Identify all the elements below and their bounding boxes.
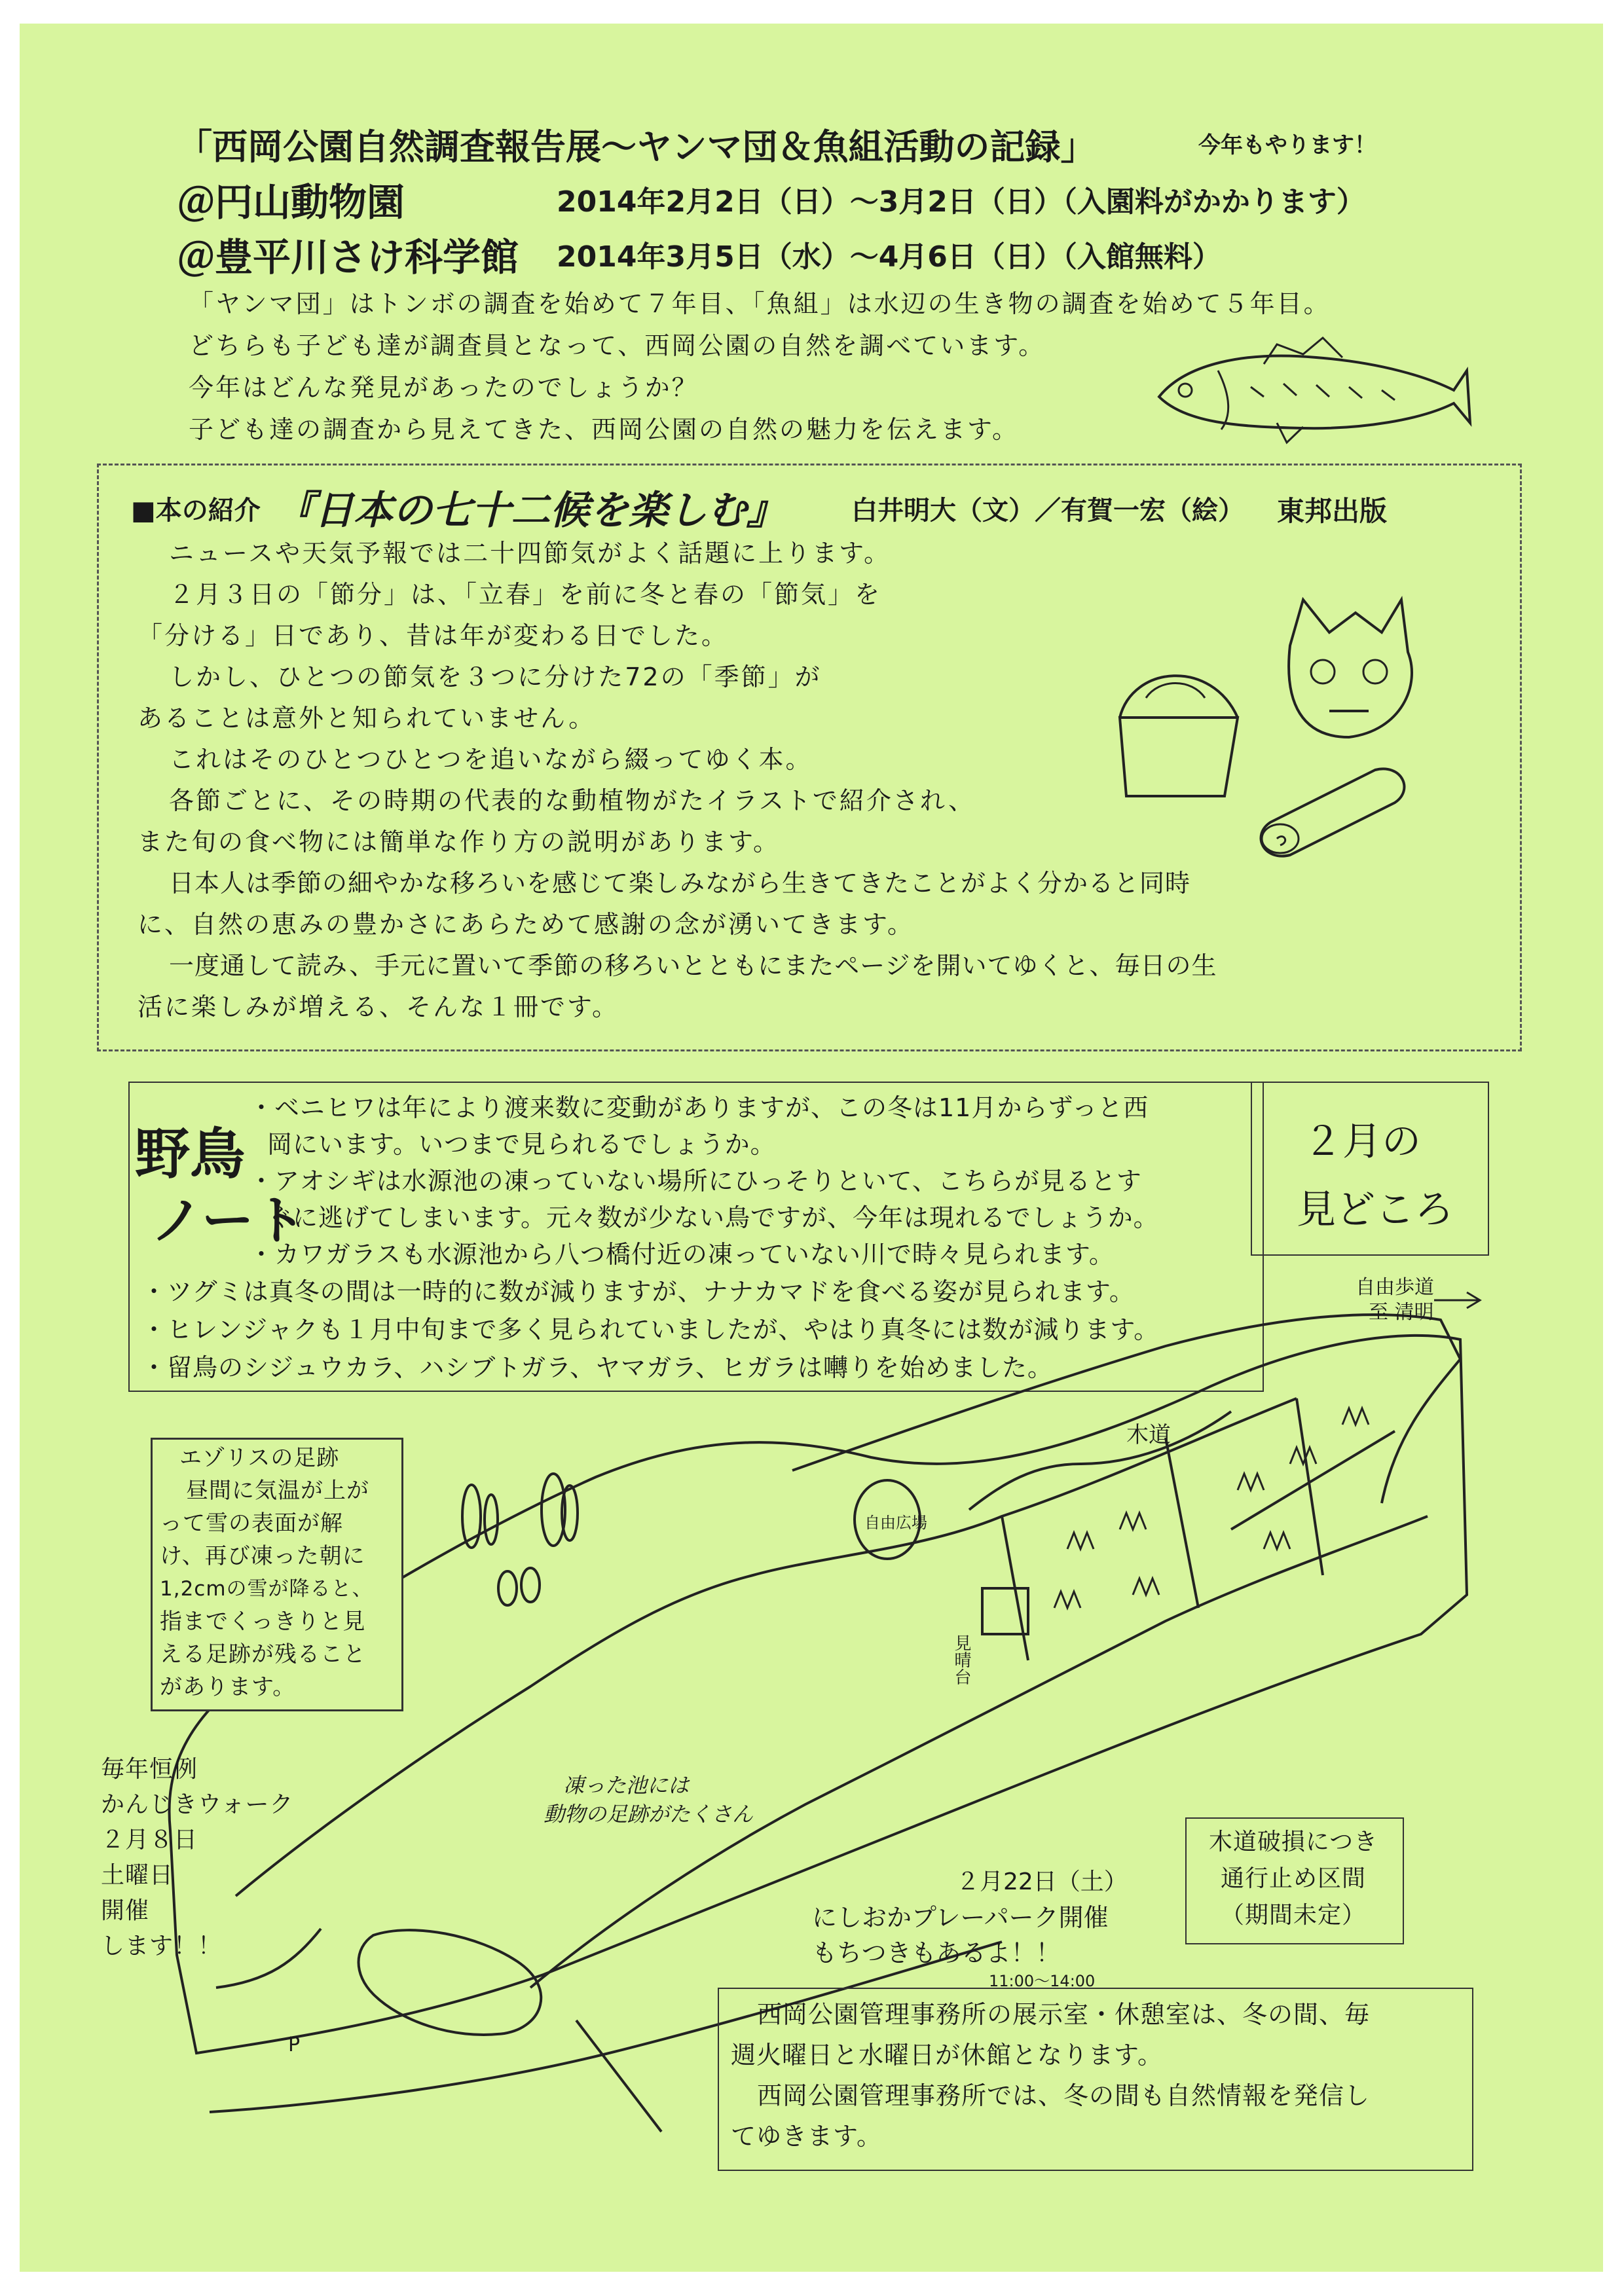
map-tower: 見晴台 — [951, 1634, 971, 1685]
birds-heading-1: 野鳥 — [135, 1122, 246, 1186]
book-line: に、自然の恵みの豊かさにあらためて感謝の念が湧いてきます。 — [138, 910, 914, 939]
closure-line: 木道破損につき — [1208, 1829, 1378, 1855]
exhibition-line: 今年はどんな発見があったのでしょうか？ — [189, 373, 699, 402]
exhibition-note: 今年もやります！ — [1198, 132, 1376, 158]
exhibition-line: 「ヤンマ団」はトンボの調査を始めて７年目、「魚組」は水辺の生き物の調査を始めて５年目。 — [189, 289, 1331, 318]
closure-line: 通行止め区間 — [1220, 1865, 1366, 1892]
ezorisu-line: 昼間に気温が上が — [186, 1478, 369, 1504]
exhibition-line: 子ども達の調査から見えてきた、西岡公園の自然の魅力を伝えます。 — [189, 415, 1019, 444]
book-title: 『日本の七十二候を楽しむ』 — [275, 488, 786, 534]
ezorisu-line: があります。 — [160, 1674, 296, 1700]
ezorisu-line: って雪の表面が解 — [160, 1510, 343, 1537]
exhibition-line: どちらも子ども達が調査員となって、西岡公園の自然を調べています。 — [189, 331, 1046, 360]
map-trail-note-1: 自由歩道 — [1356, 1276, 1434, 1299]
ezorisu-text — [160, 1442, 373, 1704]
book-line: 日本人は季節の細やかな移ろいを感じて楽しみながら生きてきたことがよく分かると同時 — [169, 869, 1191, 898]
birds-line: ・留鳥のシジュウカラ、ハシブトガラ、ヤマガラ、ヒガラは囀りを始めました。 — [141, 1353, 1054, 1382]
playpark-line-1: にしおかプレーパーク開催 — [812, 1903, 1109, 1932]
birds-line: ・ベニヒワは年により渡来数に変動がありますが、この冬は11月からずっと西 — [249, 1093, 1149, 1122]
map-pond-note-2: 動物の足跡がたくさん — [544, 1802, 754, 1827]
birds-line: ぐに逃げてしまいます。元々数が少ない鳥ですが、今年は現れるでしょうか。 — [267, 1203, 1159, 1232]
venue-2: ＠豊平川さけ科学館 — [177, 235, 519, 280]
map-pond-note-1: 凍った池には — [563, 1773, 690, 1798]
book-label: ■本の紹介 — [131, 496, 261, 526]
office-line: てゆきます。 — [731, 2122, 882, 2151]
book-line: あることは意外と知られていません。 — [138, 704, 596, 733]
book-line: これはそのひとつひとつを追いながら綴ってゆく本。 — [169, 745, 813, 774]
walk-line: 開催 — [101, 1897, 150, 1924]
map-trail-note-2: 至 清明 — [1369, 1301, 1434, 1324]
map-plaza: 自由広場 — [864, 1514, 927, 1532]
office-text — [731, 1994, 1370, 2157]
walk-line: 土曜日 — [101, 1862, 174, 1889]
ezorisu-title: エゾリスの足跡 — [179, 1445, 340, 1471]
birds-line: ・ツグミは真冬の間は一時的に数が減りますが、ナナカマドを食べる姿が見られます。 — [141, 1277, 1135, 1306]
ezorisu-line: け、再び凍った朝に — [160, 1543, 365, 1569]
ezorisu-line: える足跡が残ること — [160, 1641, 366, 1667]
birds-line: ・アオシギは水源池の凍っていない場所にひっそりといて、こちらが見るとす — [249, 1167, 1142, 1195]
highlights-line-2: 見どころ — [1297, 1187, 1454, 1233]
birds-heading-2: ノート — [151, 1190, 306, 1251]
walk-line: ２月８日 — [101, 1827, 198, 1853]
birds-line: ・ヒレンジャクも１月中旬まで多く見られていましたが、やはり真冬には数が減ります。 — [141, 1315, 1160, 1344]
birds-line: 岡にいます。いつまで見られるでしょうか。 — [267, 1130, 776, 1159]
walk-event — [101, 1752, 294, 1964]
exhibition-title: 「西岡公園自然調査報告展～ヤンマ団＆魚組活動の記録」 — [177, 126, 1096, 168]
ezorisu-line: 指までくっきりと見 — [160, 1609, 366, 1635]
book-publisher: 東邦出版 — [1277, 495, 1388, 527]
book-line: 各節ごとに、その時期の代表的な動植物がたイラストで紹介され、 — [169, 786, 976, 815]
office-line: 週火曜日と水曜日が休館となります。 — [731, 2041, 1163, 2069]
fish-illustration — [1146, 325, 1473, 456]
ezorisu-line: 1,2cmの雪が降ると、 — [160, 1577, 373, 1601]
office-line: 西岡公園管理事務所の展示室・休憩室は、冬の間、毎 — [757, 2000, 1371, 2029]
venue-2-date: 2014年3月5日（水）～4月6日（日）（入館無料） — [557, 240, 1221, 274]
birds-body-top — [249, 1089, 1159, 1273]
birds-line: ・カワガラスも水源池から八つ橋付近の凍っていない川で時々見られます。 — [249, 1240, 1115, 1269]
office-line: 西岡公園管理事務所では、冬の間も自然情報を発信し — [757, 2081, 1371, 2110]
closure-line: （期間未定） — [1220, 1902, 1366, 1929]
playpark-date: ２月22日（土） — [956, 1868, 1128, 1895]
playpark-time: 11:00～14:00 — [989, 1972, 1096, 1990]
book-line: また旬の食べ物には簡単な作り方の説明があります。 — [138, 828, 780, 856]
highlights-line-1: ２月の — [1303, 1119, 1421, 1165]
book-line: ニュースや天気予報では二十四節気がよく話題に上ります。 — [169, 539, 891, 568]
book-line: 一度通して読み、手元に置いて季節の移ろいとともにまたページを開いてゆくと、毎日の生 — [169, 951, 1217, 980]
food-illustrations — [1094, 587, 1460, 862]
flyer-sheet — [20, 24, 1603, 2272]
map-boardwalk: 木道 — [1126, 1422, 1171, 1448]
map-parking: P — [288, 2033, 301, 2056]
book-line: 活に楽しみが増える、そんな１冊です。 — [138, 993, 619, 1021]
venue-1-date: 2014年2月2日（日）～3月2日（日）（入園料がかかります） — [557, 185, 1365, 219]
book-body — [138, 533, 1217, 1028]
venue-1: ＠円山動物園 — [177, 180, 405, 225]
closure-text — [1198, 1824, 1388, 1934]
book-line: ２月３日の「節分」は、「立春」を前に冬と春の「節気」を — [169, 580, 882, 609]
walk-line: かんじきウォーク — [101, 1791, 294, 1818]
playpark-line-2: もちつきもあるよ！！ — [812, 1939, 1061, 1967]
walk-line: 毎年恒例 — [101, 1756, 198, 1783]
book-line: 「分ける」日であり、昔は年が変わる日でした。 — [138, 621, 729, 650]
walk-line: します！！ — [101, 1933, 223, 1959]
book-line: しかし、ひとつの節気を３つに分けた72の「季節」が — [169, 663, 822, 691]
book-authors: 白井明大（文）／有賀一宏（絵） — [851, 496, 1244, 526]
